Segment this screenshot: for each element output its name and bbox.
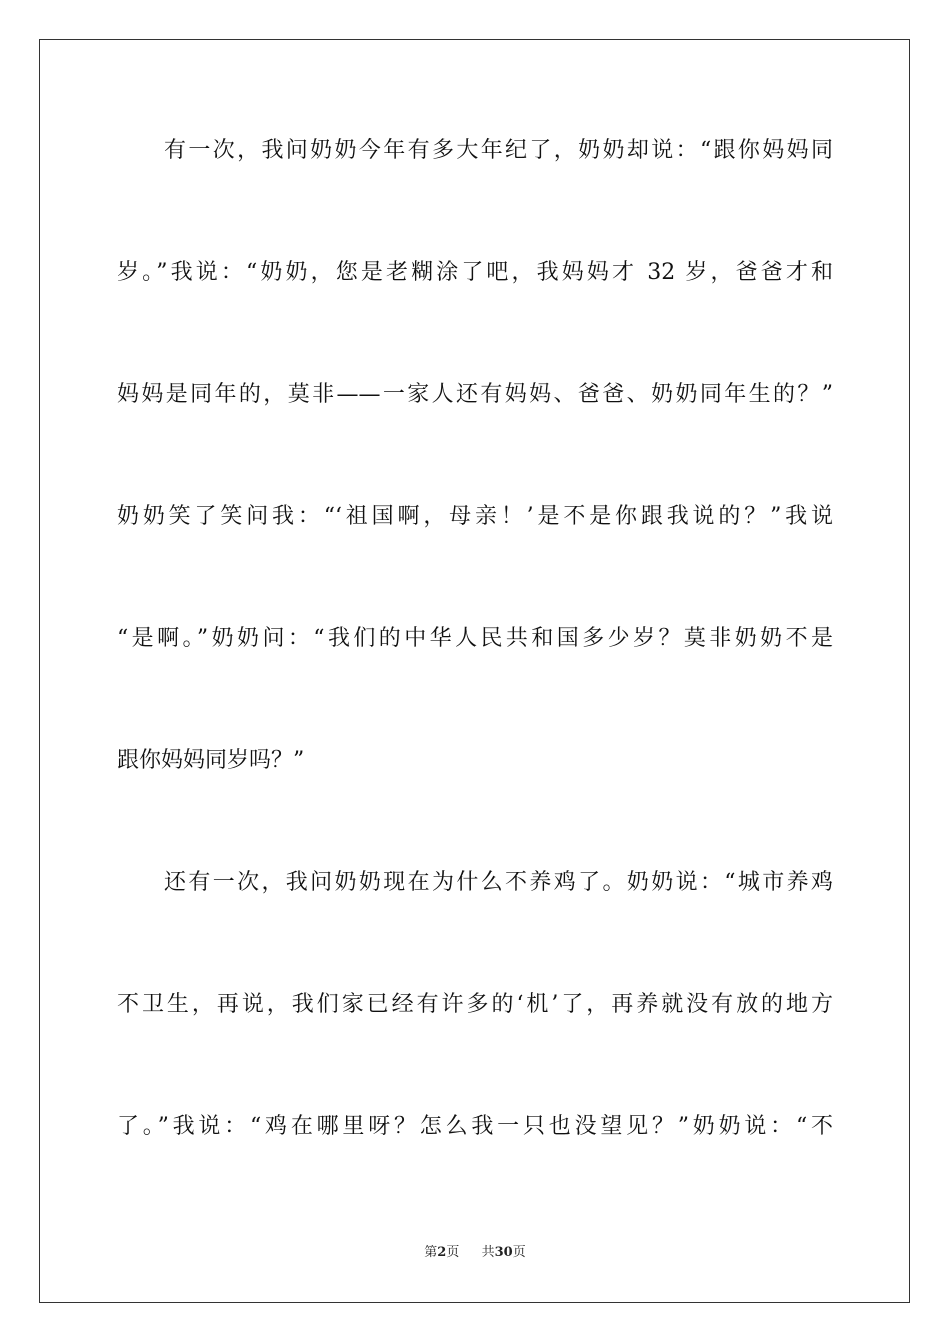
paragraph-1-line-4: 奶奶笑了笑问我：“‘祖国啊，母亲！’是不是你跟我说的？”我说 [117,504,833,529]
paragraph-1-line-3: 妈妈是同年的，莫非——一家人还有妈妈、爸爸、奶奶同年生的？” [117,382,833,407]
total-pages: 30 [494,1245,513,1260]
page-number-label [424,1245,459,1260]
paragraph-1-line-5: “是啊。”奶奶问：“我们的中华人民共和国多少岁？莫非奶奶不是 [117,626,833,651]
paragraph-1-line-6: 跟你妈妈同岁吗？” [117,748,305,773]
page-number: 2 [437,1245,447,1260]
page-footer [0,1244,950,1262]
paragraph-2-line-3: 了。”我说：“鸡在哪里呀？怎么我一只也没望见？”奶奶说：“不 [117,1114,833,1139]
page-suffix: 页 [446,1245,460,1260]
total-prefix: 共 [481,1245,495,1260]
paragraph-1-line-2: 岁。”我说：“奶奶，您是老糊涂了吧，我妈妈才 32 岁，爸爸才和 [117,260,833,285]
paragraph-1-line-1: 有一次，我问奶奶今年有多大年纪了，奶奶却说：“跟你妈妈同 [164,138,833,163]
total-suffix: 页 [512,1245,526,1260]
page-prefix: 第 [424,1245,438,1260]
total-pages-label [482,1245,526,1260]
paragraph-2-line-2: 不卫生，再说，我们家已经有许多的‘机’了，再养就没有放的地方 [117,992,833,1017]
paragraph-2-line-1: 还有一次，我问奶奶现在为什么不养鸡了。奶奶说：“城市养鸡 [164,870,833,895]
